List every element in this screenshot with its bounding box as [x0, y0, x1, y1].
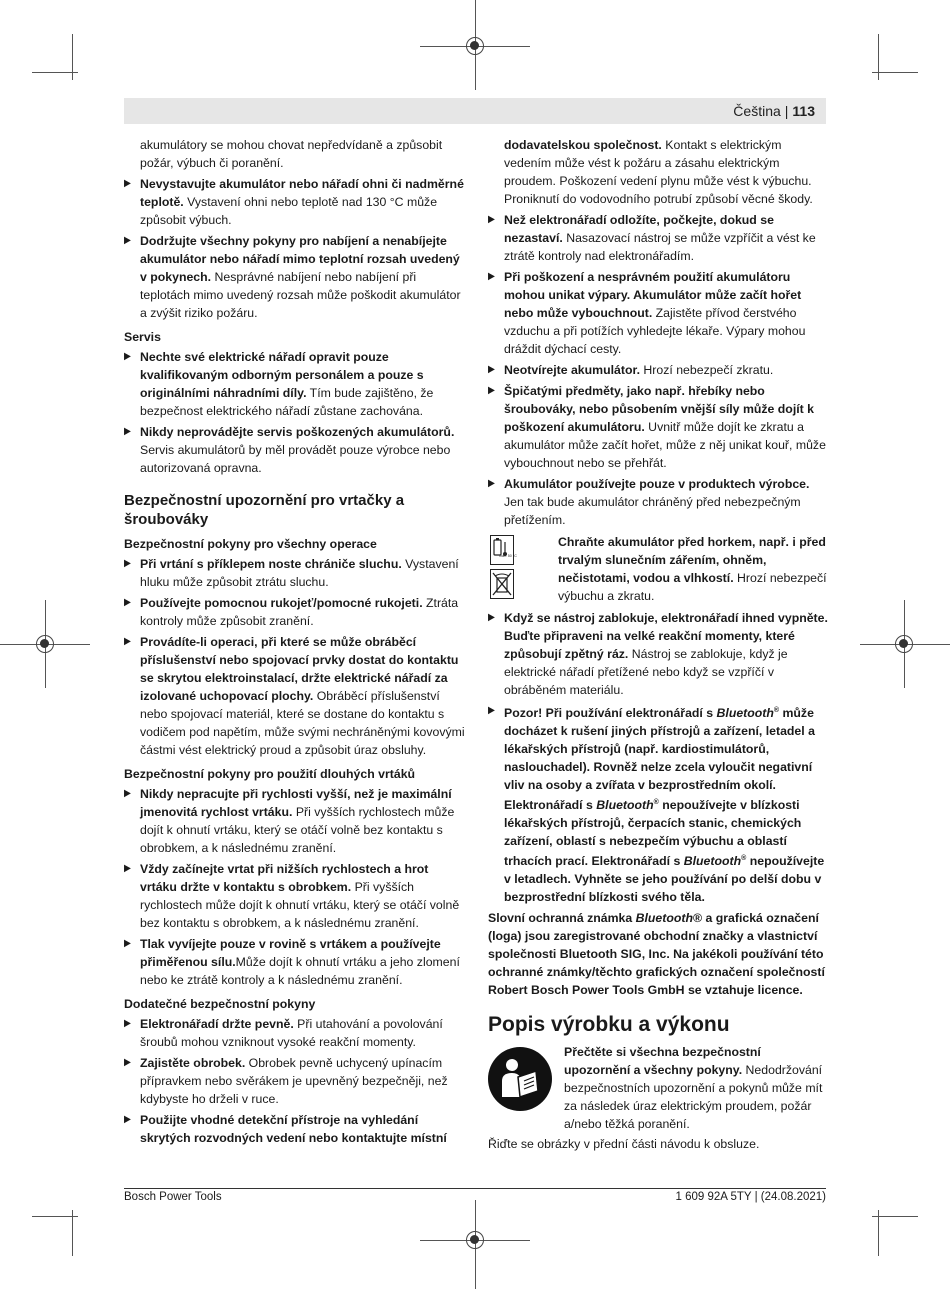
- bullet-triangle-icon: ▶: [124, 1018, 131, 1029]
- left-column: [124, 136, 466, 1150]
- crop-mark: [872, 72, 918, 73]
- crop-mark: [872, 1216, 918, 1217]
- list-item: ▶ Provádíte-li operaci, při které se může obráběcí příslušenství nebo spojovací prvky dostat do kontaktu se skrytou elektroinstalací, držte elektrické nářadí za izolované uchopovací plochy. Obráběcí příslušenství nebo spojovací materiál, které se dostane do kontaktu s vodičem pod napětím, může svými nechráněnými kovovými částmi vést elektrický proud a způsobit úraz obsluhy.: [124, 635, 465, 757]
- subheading-servis: Servis: [124, 330, 161, 344]
- bullet-triangle-icon: ▶: [124, 1114, 131, 1125]
- registration-mark-icon: [895, 635, 913, 653]
- section-heading-product: Popis výrobku a výkonu: [488, 1013, 730, 1037]
- list-item: ▶ Pozor! Při používání elektronářadí s Bluetooth® může docházet k rušení jiných přístrojů a zařízení, letadel a lékařských přístrojů (např. kardiostimulátorů, naslouchadel). Rovněž nelze zcela vyloučit negativní vliv na osoby a zvířata v bezprostředním okolí. Elektronářadí s Bluetooth® nepoužívejte v blízkosti lékařských přístrojů, čerpacích stanic, chemických zařízení, oblastí s nebezpečím výbuchu a oblastí trhacích prací. Elektronářadí s Bluetooth® nepoužívejte v letadlech. Vyhněte se jeho používání po delší dobu v bezprostřední blízkosti svého těla.: [488, 702, 828, 906]
- list-item: ▶ Použijte vhodné detekční přístroje na vyhledání skrytých rozvodných vedení nebo kontaktujte místní: [124, 1113, 447, 1145]
- footer-rule: [124, 1188, 826, 1189]
- crop-mark: [32, 72, 78, 73]
- subheading-long-bits: Bezpečnostní pokyny pro použití dlouhých vrtáků: [124, 767, 416, 781]
- continued-paragraph: akumulátory se mohou chovat nepředvídaně a způsobit požár, výbuch či poranění.: [140, 138, 443, 170]
- section-heading-drills: Bezpečnostní upozornění pro vrtačky a šroubováky: [124, 492, 405, 528]
- bullet-triangle-icon: ▶: [488, 705, 495, 716]
- list-item: ▶ Při vrtání s příklepem noste chrániče sluchu. Vystavení hluku může způsobit ztrátu sluchu.: [124, 557, 459, 589]
- subheading-additional: Dodatečné bezpečnostní pokyny: [124, 997, 316, 1011]
- crop-mark: [878, 34, 879, 80]
- list-item: ▶ Tlak vyvíjejte pouze v rovině s vrtákem a používejte přiměřenou sílu.Může dojít k ohnutí vrtáku a jeho zlomení nebo ke ztrátě kontroly a k následnému zranění.: [124, 937, 460, 987]
- read-manual-notice: Přečtěte si všechna bezpečnostní upozornění a všechny pokyny. Nedodržování bezpečnostních upozornění a pokynů může mít za následek úraz elektrickým proudem, požár a/nebo těžká poranění.: [488, 1043, 828, 1133]
- right-column: [488, 136, 828, 1156]
- list-item: ▶ Špičatými předměty, jako např. hřebíky nebo šroubováky, nebo působením vnější síly může dojít k poškození akumulátoru. Uvnitř může dojít ke zkratu a akumulátor může začít hořet, může z něj unikat kouř, může vybouchnout nebo se přehřát.: [488, 384, 826, 470]
- registration-mark-icon: [466, 1231, 484, 1249]
- temperature-limit-label: max. 50 °C: [499, 554, 517, 558]
- list-item: ▶ Než elektronářadí odložíte, počkejte, dokud se nezastaví. Nasazovací nástroj se může vzpříčit a vést ke ztrátě kontroly nad elektronářadím.: [488, 213, 816, 263]
- bullet-triangle-icon: ▶: [488, 271, 495, 282]
- footer-brand: Bosch Power Tools: [124, 1191, 222, 1203]
- bullet-triangle-icon: ▶: [124, 597, 131, 608]
- registration-mark-icon: [466, 37, 484, 55]
- read-manual-icon: [488, 1047, 552, 1111]
- continued-paragraph: dodavatelskou společnost. Kontakt s elektrickým vedením může vést k požáru a zásahu elektrickým proudem. Poškození vedení plynu může vést k výbuchu. Proniknutí do vodovodního potrubí způsobí věcné škody.: [504, 138, 813, 206]
- footer-doc-number: 1 609 92A 5TY | (24.08.2021): [675, 1191, 826, 1203]
- no-water-fire-icon: [490, 569, 514, 599]
- list-item: ▶ Zajistěte obrobek. Obrobek pevně uchycený upínacím přípravkem nebo svěrákem je upevněný bezpečněji, než kdybyste ho drželi v ruce.: [124, 1056, 448, 1106]
- bullet-triangle-icon: ▶: [124, 178, 131, 189]
- bullet-triangle-icon: ▶: [124, 426, 131, 437]
- bullet-triangle-icon: ▶: [488, 478, 495, 489]
- bullet-triangle-icon: ▶: [124, 863, 131, 874]
- bullet-triangle-icon: ▶: [488, 612, 495, 623]
- page-number: 113: [792, 103, 815, 119]
- list-item: ▶ Neotvírejte akumulátor. Hrozí nebezpečí zkratu.: [488, 363, 774, 377]
- list-item: ▶ Používejte pomocnou rukojeť/pomocné rukojeti. Ztráta kontroly může způsobit zranění.: [124, 596, 459, 628]
- page-header: Čeština | 113: [733, 103, 815, 119]
- bullet-triangle-icon: ▶: [488, 364, 495, 375]
- registration-mark-icon: [36, 635, 54, 653]
- subheading-all-operations: Bezpečnostní pokyny pro všechny operace: [124, 537, 377, 551]
- list-item: ▶ Dodržujte všechny pokyny pro nabíjení a nenabíjejte akumulátor nebo nářadí mimo teplotní rozsah uvedený v pokynech. Nesprávné nabíjení nebo nabíjení při teplotách mimo uvedený rozsah může poškodit akumulátor a zvýšit riziko požáru.: [124, 234, 461, 320]
- bullet-triangle-icon: ▶: [124, 938, 131, 949]
- list-item: ▶ Nikdy nepracujte při rychlosti vyšší, než je maximální jmenovitá rychlost vrtáku. Při vyšších rychlostech může dojít k ohnutí vrtáku, který se otáčí volně bez kontaktu s obrobkem, a k následnému zranění.: [124, 787, 455, 855]
- bullet-triangle-icon: ▶: [124, 1057, 131, 1068]
- header-language: Čeština: [733, 103, 781, 119]
- list-item: ▶ Nevystavujte akumulátor nebo nářadí ohni či nadměrné teplotě. Vystavení ohni nebo teplotě nad 130 °C může způsobit výbuch.: [124, 177, 464, 227]
- trademark-paragraph: Slovní ochranná známka Bluetooth® a grafická označení (loga) jsou zaregistrované obchodní značky a vlastnictví společnosti Bluetooth SIG, Inc. Na jakékoli používání této ochranné známky/těchto grafických označení společností Robert Bosch Power Tools GmbH se vztahuje licence.: [488, 911, 825, 998]
- bullet-triangle-icon: ▶: [124, 788, 131, 799]
- header-band: [124, 98, 826, 124]
- crop-mark: [32, 1216, 78, 1217]
- bullet-triangle-icon: ▶: [124, 636, 131, 647]
- bullet-triangle-icon: ▶: [124, 235, 131, 246]
- bullet-triangle-icon: ▶: [488, 214, 495, 225]
- bullet-triangle-icon: ▶: [488, 385, 495, 396]
- crop-mark: [72, 34, 73, 80]
- battery-heat-warning: max. 50 °C Chraňte akumulátor před horkem, např. i před trvalým slunečním zářením, ohněm, nečistotami, vodou a vlhkostí. Hrozí nebezpečí výbuchu a zkratu.: [488, 533, 828, 605]
- final-paragraph: Řiďte se obrázky v přední části návodu k obsluze.: [488, 1137, 760, 1152]
- bullet-triangle-icon: ▶: [124, 351, 131, 362]
- battery-temperature-icon: [490, 535, 517, 565]
- list-item: ▶ Akumulátor používejte pouze v produktech výrobce. Jen tak bude akumulátor chráněný před nebezpečným přetížením.: [488, 477, 810, 527]
- list-item: ▶ Elektronářadí držte pevně. Při utahování a povolování šroubů mohou vzniknout vysoké reakční momenty.: [124, 1017, 443, 1049]
- bullet-triangle-icon: ▶: [124, 558, 131, 569]
- list-item: ▶ Při poškození a nesprávném použití akumulátoru mohou unikat výpary. Akumulátor může začít hořet nebo může vybouchnout. Zajistěte přívod čerstvého vzduchu a při potížích vyhledejte lékaře. Výpary mohou dráždit dýchací cesty.: [488, 270, 806, 356]
- list-item: ▶ Nechte své elektrické nářadí opravit pouze kvalifikovaným odborným personálem a pouze s originálními náhradními díly. Tím bude zajištěno, že bezpečnost elektrického nářadí zůstane zachována.: [124, 350, 434, 418]
- list-item: ▶ Nikdy neprovádějte servis poškozených akumulátorů. Servis akumulátorů by měl provádět pouze výrobce nebo autorizovaná opravna.: [124, 425, 455, 475]
- list-item: ▶ Když se nástroj zablokuje, elektronářadí ihned vypněte. Buďte připraveni na velké reakční momenty, které způsobují zpětný ráz. Nástroj se zablokuje, když je elektrické nářadí přetížené nebo když se vzpříčí v obráběném materiálu.: [488, 611, 828, 697]
- list-item: ▶ Vždy začínejte vrtat při nižších rychlostech a hrot vrtáku držte v kontaktu s obrobkem. Při vyšších rychlostech může dojít k ohnutí vrtáku, který se otáčí volně bez kontaktu s obrobkem, a k následnému zranění.: [124, 862, 460, 930]
